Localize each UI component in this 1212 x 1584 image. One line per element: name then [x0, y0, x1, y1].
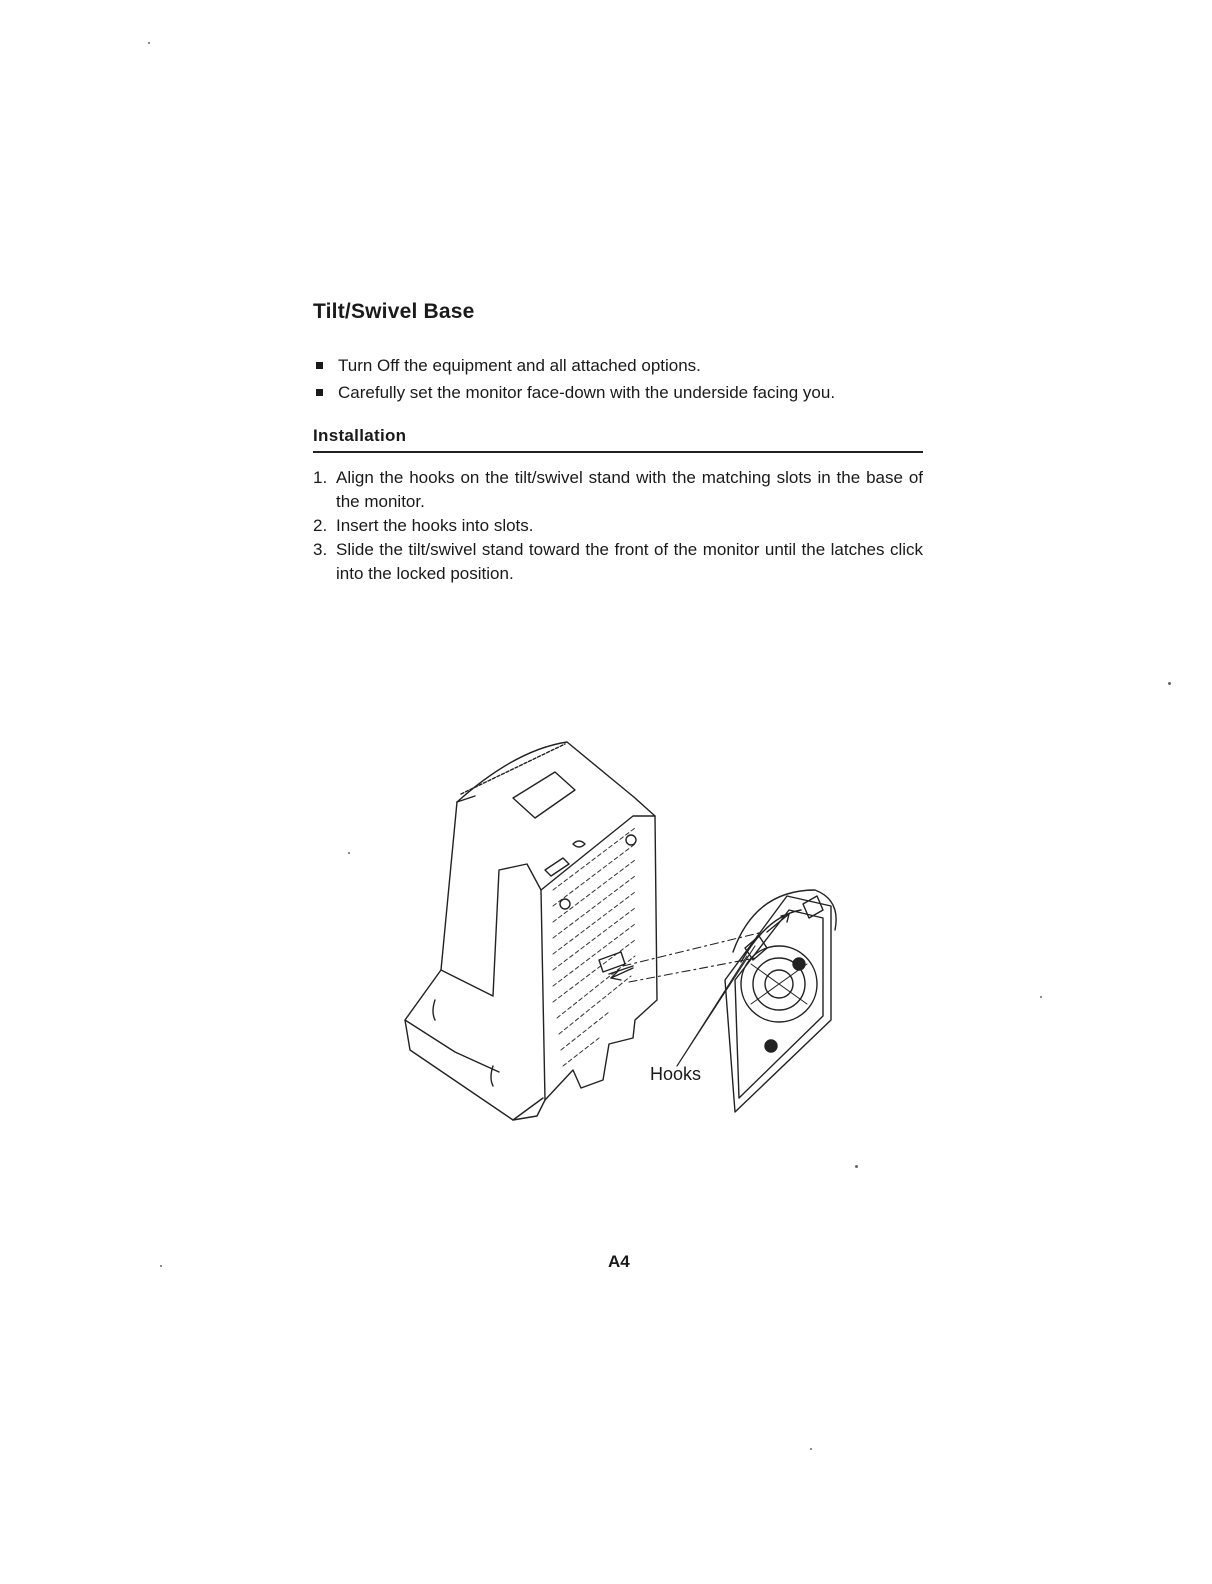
installation-heading: Installation: [313, 426, 407, 445]
precaution-item: [316, 352, 936, 379]
monitor-illustration: [405, 742, 657, 1120]
step-item: [313, 466, 923, 514]
precaution-text: Carefully set the monitor face-down with the underside facing you.: [338, 383, 836, 402]
step-number: 3.: [313, 540, 328, 559]
step-item: [313, 514, 923, 538]
scan-speck: [1040, 996, 1042, 998]
precaution-text: Turn Off the equipment and all attached options.: [338, 356, 701, 375]
hooks-leader-line: [677, 946, 755, 1066]
step-text: Align the hooks on the tilt/swivel stand with the matching slots in the base of the monitor.: [336, 468, 923, 511]
page-title: Tilt/Swivel Base: [313, 300, 475, 323]
step-number: 1.: [313, 468, 328, 487]
scan-speck: [1168, 682, 1171, 685]
bullet-square-icon: [316, 362, 323, 369]
precaution-list: [316, 352, 936, 406]
page-number: A4: [608, 1252, 630, 1271]
step-item: [313, 538, 923, 586]
hooks-callout-label: Hooks: [650, 1064, 702, 1084]
step-text: Insert the hooks into slots.: [336, 516, 534, 535]
scan-speck: [855, 1165, 858, 1168]
step-number: 2.: [313, 516, 328, 535]
scan-speck: [160, 1265, 162, 1267]
scan-speck: [810, 1448, 812, 1450]
bullet-square-icon: [316, 389, 323, 396]
scan-speck: [348, 852, 350, 854]
scan-speck: [148, 42, 150, 44]
section-divider: [313, 451, 923, 453]
stand-illustration: [725, 890, 836, 1112]
tilt-swivel-illustration: [395, 720, 855, 1150]
installation-steps: [313, 466, 923, 586]
precaution-item: [316, 379, 936, 406]
step-text: Slide the tilt/swivel stand toward the front of the monitor until the latches click into the locked position.: [336, 540, 923, 583]
